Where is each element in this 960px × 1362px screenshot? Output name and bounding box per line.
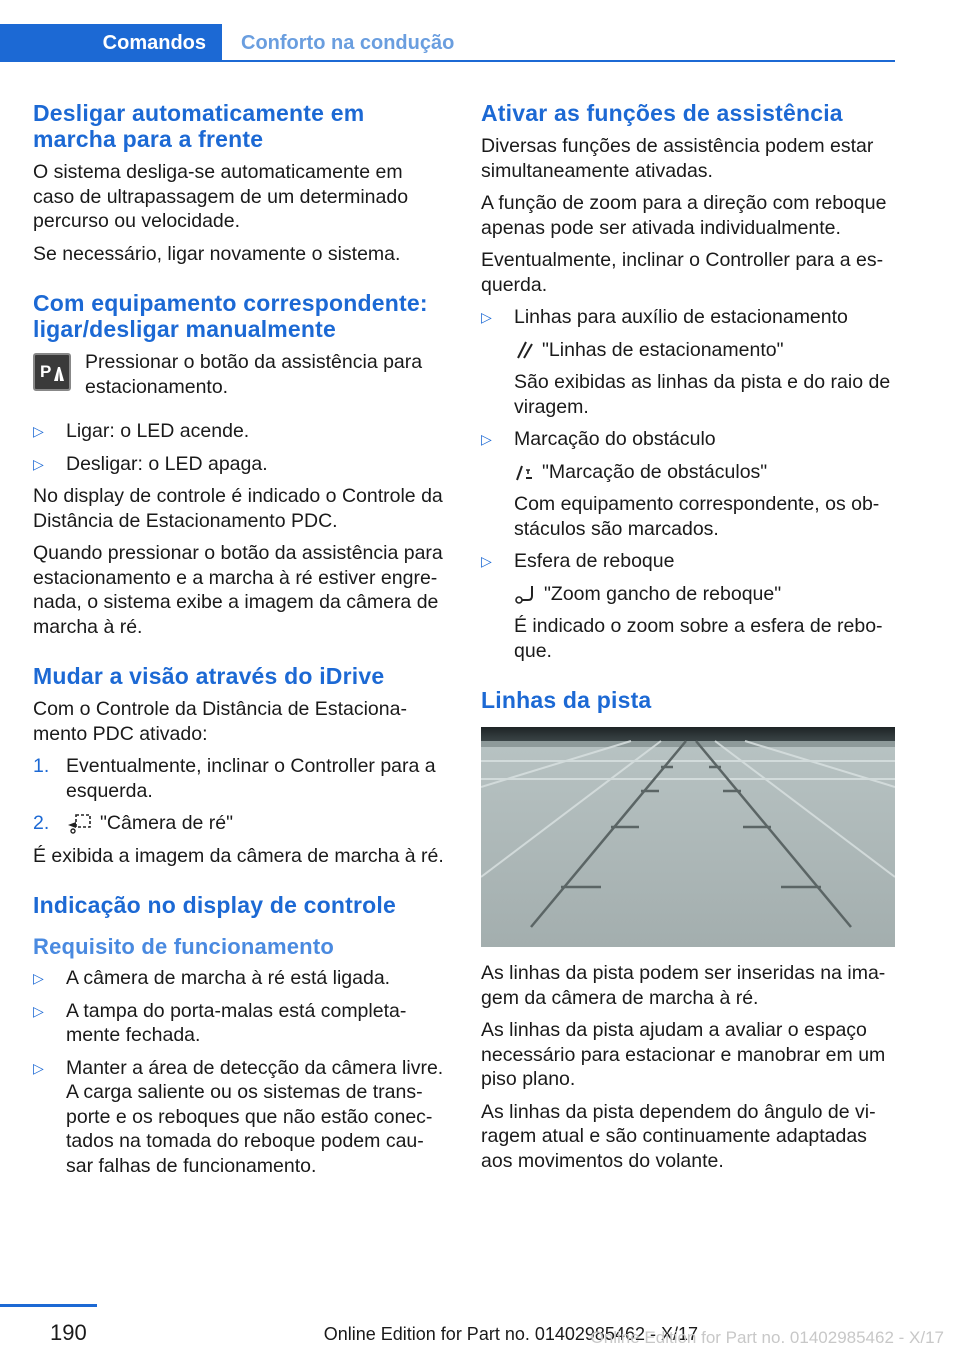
triangle-bullet-icon: ▷ <box>481 553 492 569</box>
tab-conforto[interactable]: Conforto na condução <box>241 31 455 54</box>
heading-activate: Ativar as funções de assistência <box>481 100 843 126</box>
paragraph: São exibidas as linhas da pista e do raio de viragem. <box>514 371 891 418</box>
paragraph: A função de zoom para a direção com reboque apenas pode ser ativada individualmente. <box>481 192 887 239</box>
paragraph: Eventualmente, inclinar o Controller para a es‐querda. <box>481 249 884 296</box>
page-number-bar <box>0 1304 97 1307</box>
list-item: ▷ Esfera de reboque <box>481 550 675 572</box>
heading-indication: Indicação no display de controle <box>33 892 396 918</box>
parking-lines-icon <box>514 340 534 360</box>
heading-manual: Com equipamento correspondente: ligar/desligar manualmente <box>33 290 428 342</box>
paragraph: As linhas da pista ajudam a avaliar o espaço necessário para estacionar e manobrar em um piso plano. <box>481 1019 886 1090</box>
paragraph: O sistema desliga-se automaticamente em caso de ultrapassagem de um determinado percurso ou velocidade. <box>33 161 409 232</box>
tab-comandos[interactable]: Comandos <box>0 24 222 62</box>
page-number: 190 <box>50 1320 87 1345</box>
list-item: ▷ Marcação do obstáculo <box>481 428 716 450</box>
numbered-item: 1. Eventualmente, inclinar o Controller para a esquerda. <box>33 755 436 802</box>
list-item: ▷ Desligar: o LED apaga. <box>33 452 268 475</box>
numbered-item: 2. "Câmera de ré" <box>33 812 234 834</box>
paragraph: É exibida a imagem da câmera de marcha à ré. <box>33 844 444 867</box>
paragraph: As linhas da pista podem ser inseridas na ima‐gem da câmera de marcha à ré. <box>481 962 886 1009</box>
header-bar <box>0 0 960 62</box>
paragraph: Diversas funções de assistência podem estar simultaneamente ativadas. <box>481 135 874 182</box>
menu-item-line: "Linhas de estacionamento" <box>481 338 895 363</box>
heading-requirement: Requisito de funcionamento <box>33 934 334 959</box>
svg-text:P: P <box>40 362 52 381</box>
edition-footer: Online Edition for Part no. 01402985462 - X/17 <box>323 1324 698 1344</box>
track-lines-image <box>481 727 895 947</box>
rear-camera-icon <box>66 813 92 835</box>
obstacle-marking-icon <box>514 462 534 482</box>
paragraph: Quando pressionar o botão da assistência para estacionamento e a marcha à ré estiver engre‐nada, o sistema exibe a imagem da câmera de marcha à ré. <box>33 542 443 638</box>
paragraph: Com o Controle da Distância de Estaciona‐mento PDC ativado: <box>33 698 407 745</box>
paragraph: Com equipamento correspondente, os ob‐stáculos são marcados. <box>514 493 880 540</box>
list-item: ▷ Linhas para auxílio de estacionamento <box>481 306 848 328</box>
right-column <box>481 100 895 1181</box>
list-item: ▷ Ligar: o LED acende. <box>33 420 250 442</box>
menu-item-line: "Marcação de obstáculos" <box>481 460 895 485</box>
list-item: ▷ Manter a área de detecção da câmera livre. A carga saliente ou os sistemas de trans‐porte e os reboques que não estão conec‐tados na tomada do reboque podem cau‐sar falhas de funcionamento. <box>33 1056 444 1177</box>
tow-hook-icon <box>514 584 536 604</box>
triangle-bullet-icon: ▷ <box>481 309 492 325</box>
heading-idrive: Mudar a visão através do iDrive <box>33 663 385 689</box>
paragraph: No display de controle é indicado o Controle da Distância de Estacionamento PDC. <box>33 485 443 532</box>
paragraph: As linhas da pista dependem do ângulo de vi‐ragem atual e são continuamente adaptadas aos movimentos do volante. <box>481 1100 876 1172</box>
header-divider <box>222 60 895 62</box>
heading-lines: Linhas da pista <box>481 687 652 713</box>
triangle-bullet-icon: ▷ <box>481 431 492 447</box>
triangle-bullet-icon: ▷ <box>33 423 44 439</box>
pdc-button-row <box>33 350 448 399</box>
watermark: Online Edition for Part no. 01402985462 - X/17 <box>590 1328 944 1347</box>
triangle-bullet-icon: ▷ <box>33 1059 44 1076</box>
list-item: ▷ A câmera de marcha à ré está ligada. <box>33 967 391 989</box>
park-assist-button-icon <box>33 353 71 391</box>
list-item: ▷ A tampa do porta-malas está completa‐mente fechada. <box>33 999 407 1046</box>
left-column <box>33 100 448 1186</box>
triangle-bullet-icon: ▷ <box>33 1002 44 1019</box>
menu-item-line: "Zoom gancho de reboque" <box>481 582 895 607</box>
heading-auto-off: Desligar automaticamente em marcha para a frente <box>33 100 365 152</box>
paragraph: É indicado o zoom sobre a esfera de rebo‐que. <box>514 615 883 662</box>
triangle-bullet-icon: ▷ <box>33 970 44 986</box>
triangle-bullet-icon: ▷ <box>33 455 44 472</box>
press-button-text: Pressionar o botão da assistência para estacionamento. <box>85 351 423 398</box>
paragraph: Se necessário, ligar novamente o sistema. <box>33 242 401 265</box>
